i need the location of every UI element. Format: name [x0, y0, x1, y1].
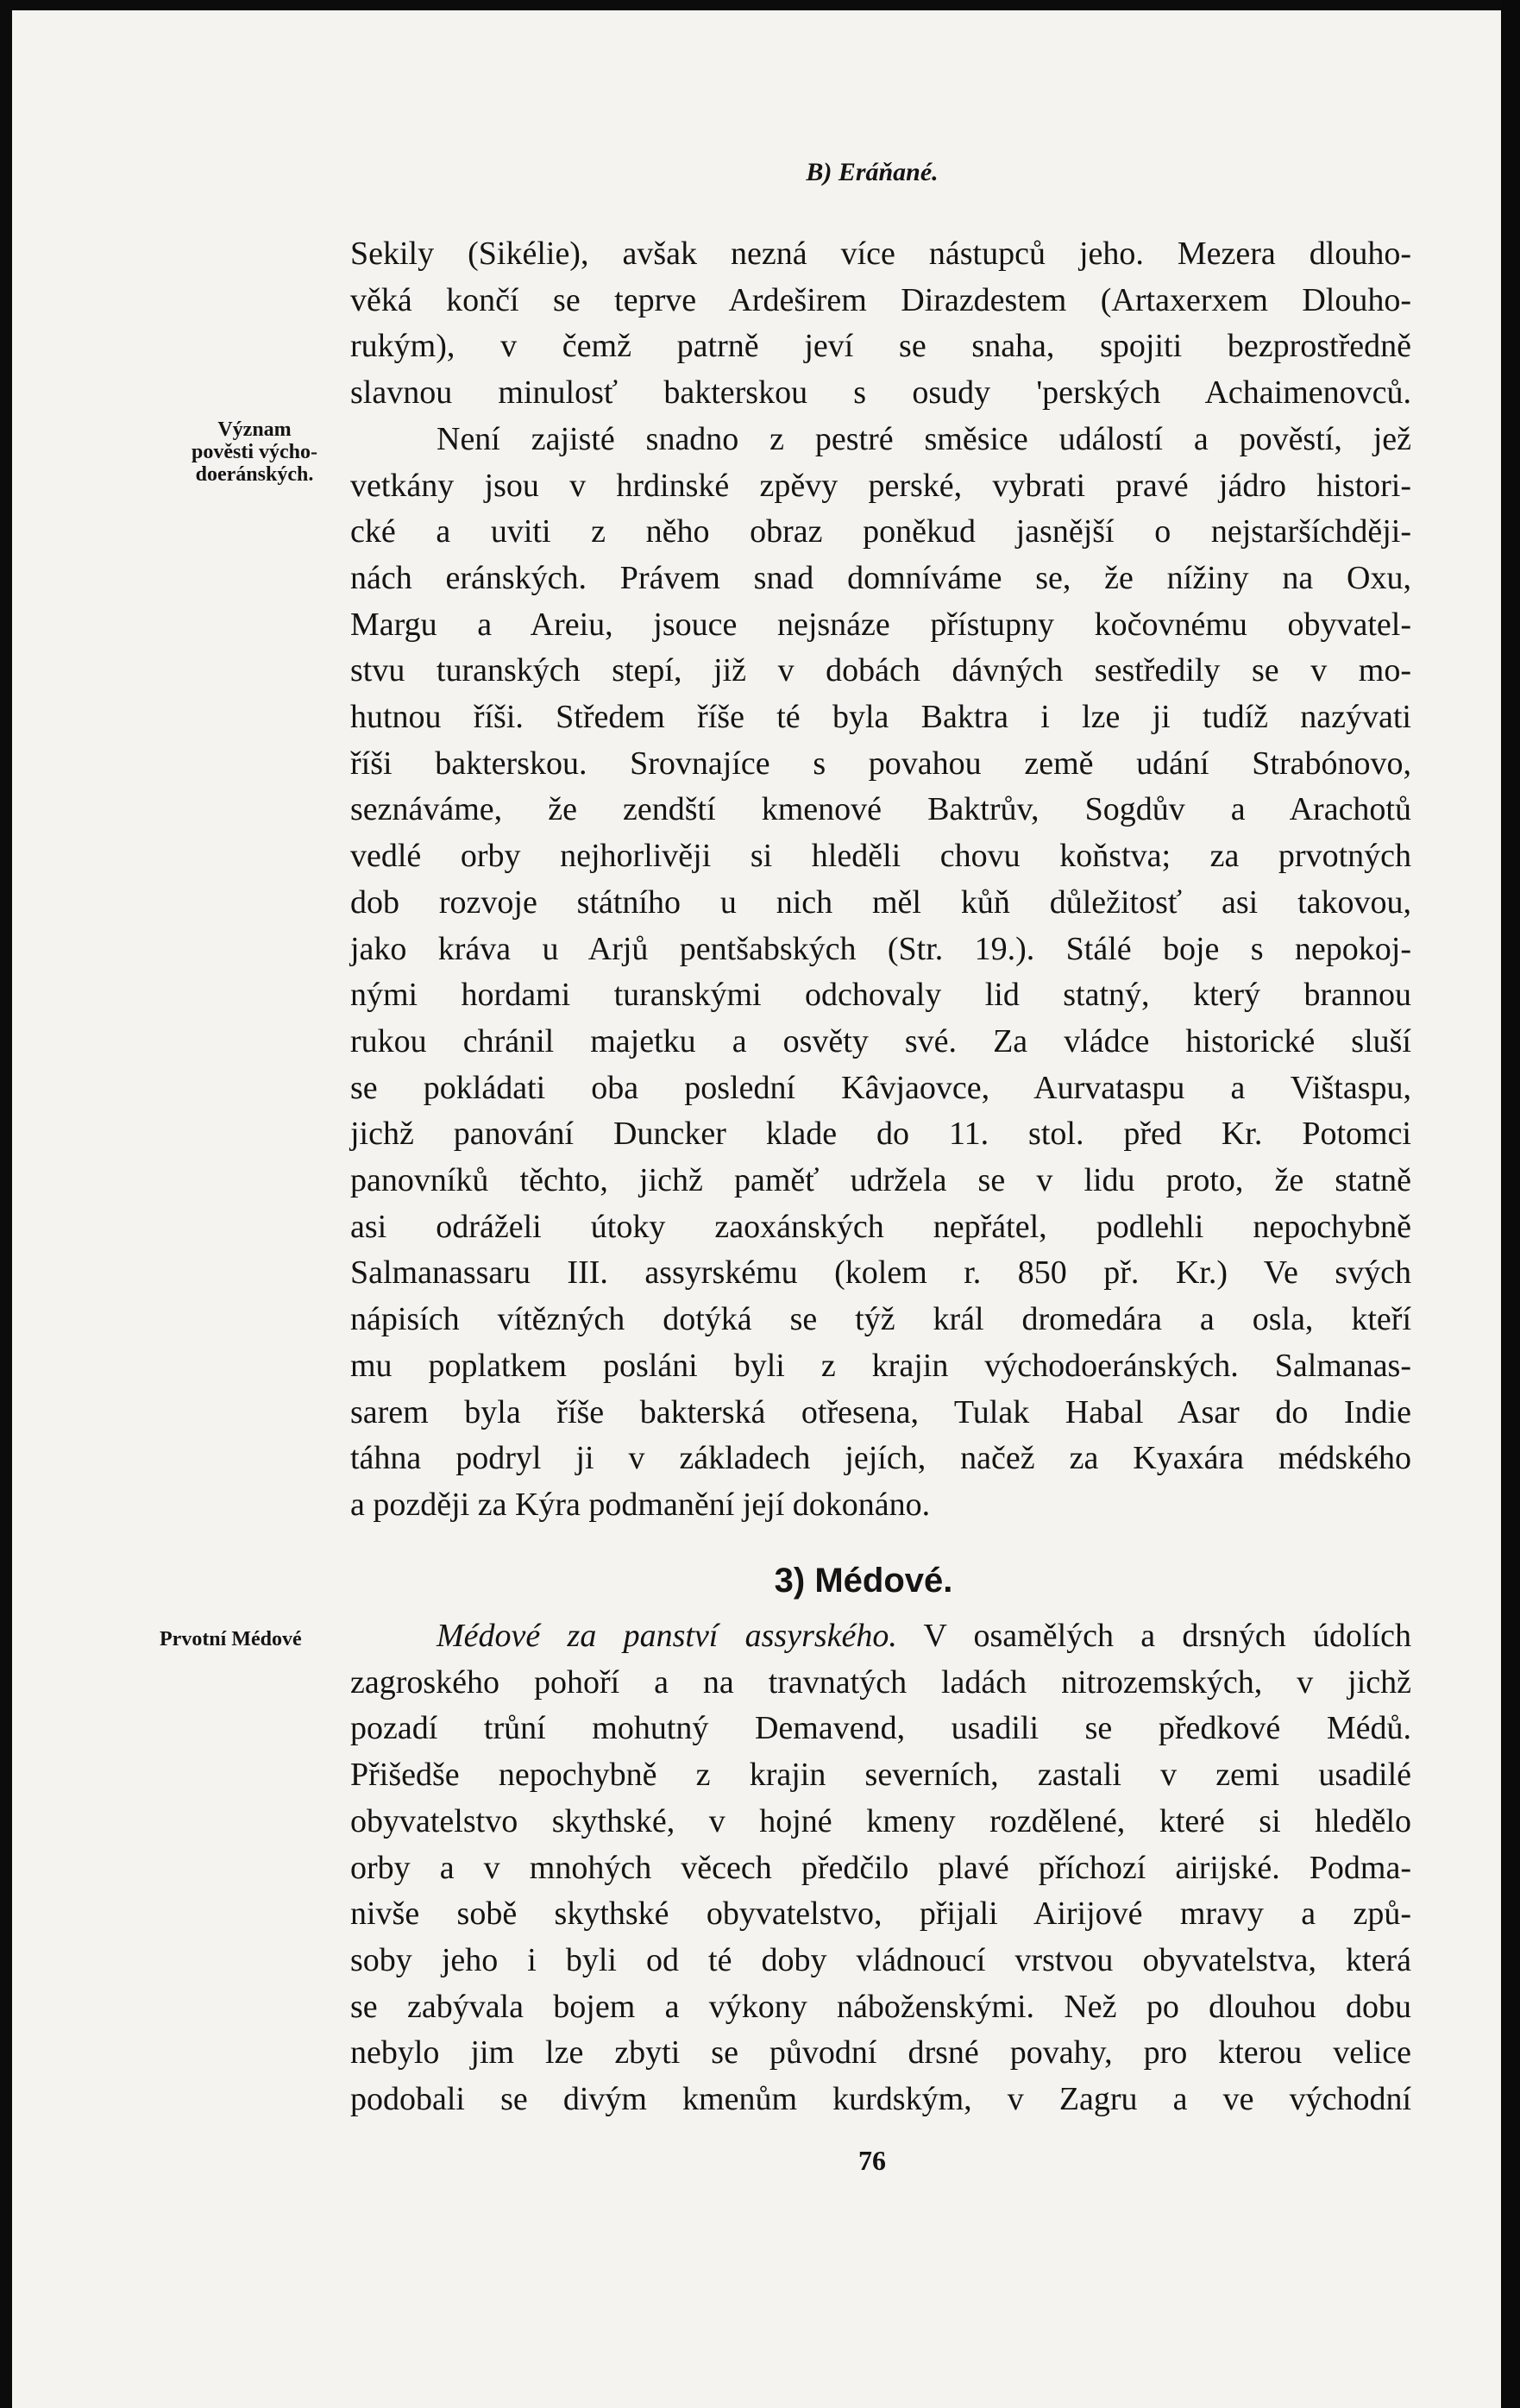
- text-line: hutnou říši. Středem říše té byla Baktra i lze ji tudíž nazývati: [350, 699, 1411, 736]
- text-line: říši bakterskou. Srovnajíce s povahou země udání Strabónovo,: [350, 745, 1411, 782]
- text-line: nivše sobě skythské obyvatelstvo, přijali Airijové mravy a způ-: [350, 1896, 1411, 1933]
- text-line: nými hordami turanskými odchovaly lid statný, který brannou: [350, 977, 1411, 1014]
- page-number: [0, 2145, 1520, 2177]
- text-line: Sekily (Sikélie), avšak nezná více nástupců jeho. Mezera dlouho-: [350, 236, 1411, 272]
- text-line: soby jeho i byli od té doby vládnoucí vrstvou obyvatelstva, která: [350, 1941, 1411, 1978]
- section-heading: [0, 1562, 1520, 1600]
- margin-note-prvotni-medove: Prvotní Médové: [160, 1628, 302, 1650]
- text-line: jichž panování Duncker klade do 11. stol. před Kr. Potomci: [350, 1116, 1411, 1153]
- text-line: podobali se divým kmenům kurdským, v Zagru a ve východní: [350, 2081, 1411, 2118]
- text-line: jako kráva u Arjů pentšabských (Str. 19.). Stálé boje s nepokoj-: [350, 930, 1411, 967]
- scan-top-edge: [0, 0, 1520, 10]
- text-line: stvu turanských stepí, již v dobách dávných sestředily se v mo-: [350, 652, 1411, 689]
- margin-note-line: doeránských.: [195, 463, 314, 486]
- text-line: seznáváme, že zendští kmenové Baktrův, Sogdův a Arachotů: [350, 791, 1411, 828]
- text-line: rukou chránil majetku a osvěty své. Za vládce historické sluší: [350, 1022, 1411, 1059]
- text-line: asi odráželi útoky zaoxánských nepřátel, podlehli nepochybně: [350, 1208, 1411, 1245]
- lead-phrase: Médové za panství assyrského.: [437, 1618, 897, 1654]
- lead-line-rest: V osamělých a drsných údolích: [896, 1618, 1411, 1654]
- scan-right-edge: [1501, 0, 1520, 2408]
- margin-note-line: pověsti výcho-: [192, 441, 317, 463]
- text-line: nách eránských. Právem snad domníváme se, že nížiny na Oxu,: [350, 559, 1411, 596]
- scan-left-edge: [0, 0, 12, 2408]
- paragraph-eranane: [350, 231, 1411, 1529]
- running-header-text: B) Eráňané.: [806, 158, 939, 186]
- text-line: slavnou minulosť bakterskou s osudy 'perských Achaimenovců.: [350, 374, 1411, 412]
- text-line: nápisích vítězných dotýká se týž král dromedára a osla, kteří: [350, 1301, 1411, 1338]
- text-line: Margu a Areiu, jsouce nejsnáze přístupny kočovnému obyvatel-: [350, 606, 1411, 643]
- margin-note-vyznam: [155, 418, 354, 486]
- text-line: věká končí se teprve Ardeširem Dirazdestem (Artaxerxem Dlouho-: [350, 281, 1411, 318]
- text-line: panovníků těchto, jichž paměť udržela se v lidu proto, že statně: [350, 1162, 1411, 1199]
- text-line: sarem byla říše bakterská otřesena, Tulak Habal Asar do Indie: [350, 1393, 1411, 1430]
- text-line: cké a uviti z něho obraz poněkud jasnější o nejstaršíchději-: [350, 513, 1411, 550]
- text-line: nebylo jim lze zbyti se původní drsné povahy, pro kterou velice: [350, 2034, 1411, 2072]
- text-line-lead: [350, 1613, 1411, 1660]
- text-line: vedlé orby nejhorlivěji si hleděli chovu koňstva; za prvotných: [350, 838, 1411, 875]
- text-line: rukým), v čemž patrně jeví se snaha, spojiti bezprostředně: [350, 328, 1411, 365]
- paragraph-medove: [350, 1613, 1411, 2123]
- text-line: obyvatelstvo skythské, v hojné kmeny rozdělené, které si hledělo: [350, 1802, 1411, 1839]
- text-line: Salmanassaru III. assyrskému (kolem r. 850 př. Kr.) Ve svých: [350, 1254, 1411, 1292]
- text-line: se zabývala bojem a výkony náboženskými. Než po dlouhou dobu: [350, 1988, 1411, 2025]
- text-line: se pokládati oba poslední Kâvjaovce, Aurvataspu a Vištaspu,: [350, 1069, 1411, 1106]
- text-line: táhna podryl ji v základech jejích, načež za Kyaxára médského: [350, 1440, 1411, 1477]
- text-line: a později za Kýra podmanění její dokonáno.: [350, 1486, 931, 1523]
- text-line: Přišedše nepochybně z krajin severních, zastali v zemi usadilé: [350, 1757, 1411, 1794]
- running-header: [0, 158, 1520, 187]
- text-line: vetkány jsou v hrdinské zpěvy perské, vybrati pravé jádro histori-: [350, 467, 1411, 504]
- margin-note-line: Význam: [217, 418, 292, 441]
- text-line: mu poplatkem posláni byli z krajin východoeránských. Salmanas-: [350, 1347, 1411, 1384]
- text-line: zagroského pohoří a na travnatých ladách nitrozemských, v jichž: [350, 1663, 1411, 1701]
- section-heading-text: 3) Médové.: [774, 1562, 953, 1600]
- text-line: Není zajisté snadno z pestré směsice událostí a pověstí, jež: [437, 420, 1411, 457]
- page-number-text: 76: [858, 2145, 886, 2176]
- text-line: dob rozvoje státního u nich měl kůň důležitosť asi takovou,: [350, 883, 1411, 921]
- text-line: pozadí trůní mohutný Demavend, usadili se předkové Médů.: [350, 1710, 1411, 1747]
- text-line: orby a v mnohých věcech předčilo plavé příchozí airijské. Podma-: [350, 1849, 1411, 1886]
